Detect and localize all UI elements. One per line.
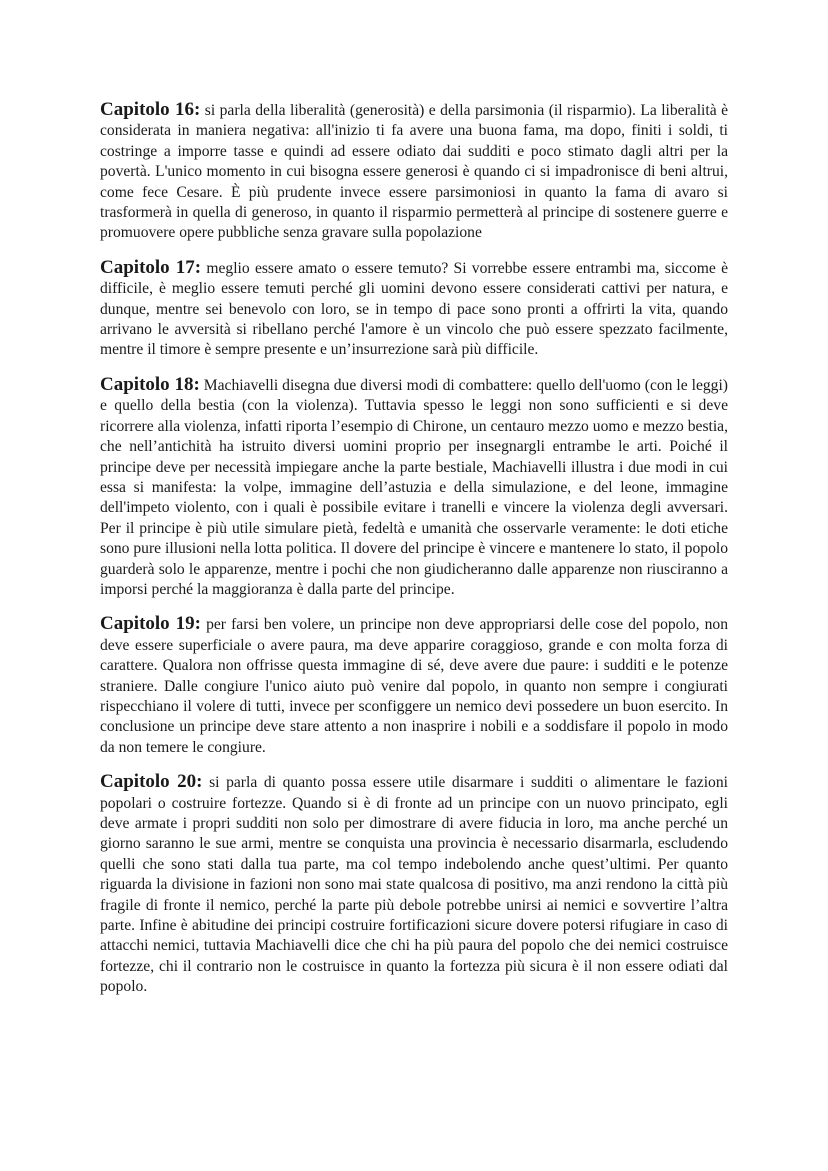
chapter-20-title: Capitolo 20: — [100, 771, 203, 793]
chapter-17-text: meglio essere amato o essere temuto? Si vorrebbe essere entrambi ma, siccome è difficile, è meglio essere temuti perché gli uomini devono essere considerati cattivi per natura, e dunque, mentre sei benevolo con loro, se in tempo di pace sono pronti a offrirti la vita, quando arrivano le avversità si ribellano perché l'amore è un vincolo che può essere spezzato facilmente, mentre il timore è sempre presente e un’insurrezione sarà più difficile. — [100, 259, 728, 359]
document-page — [100, 100, 728, 1012]
chapter-16-text: si parla della liberalità (generosità) e della parsimonia (il risparmio). La liberalità è considerata in maniera negativa: all'inizio ti fa avere una buona fama, ma dopo, finiti i soldi, ti costringe a imporre tasse e quindi ad essere odiato dai sudditi e poco stimato dagli altri per la povertà. L'unico momento in cui bisogna essere generosi è quando ci si impadronisce di beni altrui, come fece Cesare. È più prudente invece essere parsimoniosi in quanto la fama di avaro si trasformerà in quella di generoso, in quanto il risparmio permetterà al principe di sostenere guerre e promuovere opere pubbliche senza gravare sulla popolazione — [100, 102, 729, 242]
chapter-18-title: Capitolo 18: — [100, 373, 200, 395]
chapter-20-text: si parla di quanto possa essere utile disarmare i sudditi o alimentare le fazioni popolari o costruire fortezze. Quando si è di fronte ad un principe con un nuovo principato, egli deve armate i propri sudditi non solo per dimostrare di avere fiducia in loro, ma anche perché un giorno saranno le sue armi, mentre se conquista una provincia è necessario disarmarla, escludendo quelli che sono stati dalla tua parte, ma col tempo indebolendo anche quest’ultimi. Per quanto riguarda la divisione in fazioni non sono mai state qualcosa di positivo, ma anzi rendono la città più fragile di fronte il nemico, perché la parte più debole potrebbe unirsi ai nemici e sovvertire l’altra parte. Infine è abitudine dei principi costruire fortificazioni sicure dovere potersi rifugiare in caso di attacchi nemici, tuttavia Machiavelli dice che chi ha più paura del popolo che dei nemici costruisce fortezze, chi il contrario non le costruisce in quanto la fortezza più sicura è il non essere odiati dal popolo. — [100, 774, 728, 996]
chapter-18-paragraph — [100, 375, 728, 600]
chapter-16-paragraph — [100, 100, 728, 244]
chapter-19-paragraph — [100, 614, 728, 758]
chapter-16-title: Capitolo 16: — [100, 99, 201, 120]
chapter-17-paragraph — [100, 258, 728, 361]
chapter-20-paragraph — [100, 772, 728, 997]
chapter-19-text: per farsi ben volere, un principe non deve appropriarsi delle cose del popolo, non deve essere superficiale o avere paura, ma deve apparire coraggioso, grande e con molta forza di carattere. Qualora non offrisse questa immagine di sé, deve avere due paure: i sudditi e le potenze straniere. Dalle congiure l'unico aiuto può venire dal popolo, in quanto non sempre i congiurati rispecchiano il volere di tutti, invece per sconfiggere un nemico devi possedere un buon esercito. In conclusione un principe deve stare attento a non inasprire i nobili e a soddisfare il popolo in modo da non temere le congiure. — [100, 616, 728, 756]
chapter-18-text: Machiavelli disegna due diversi modi di combattere: quello dell'uomo (con le leggi) e quello della bestia (con la violenza). Tuttavia spesso le leggi non sono sufficienti e si deve ricorrere alla violenza, infatti riporta l’esempio di Chirone, un centauro mezzo uomo e mezzo bestia, che nell’antichità ha istruito diversi uomini proprio per insegnargli entrambe le arti. Poiché il principe deve per necessità impiegare anche la parte bestiale, Machiavelli illustra i due modi in cui essa si manifesta: la volpe, immagine dell’astuzia e della simulazione, e del leone, immagine dell'impeto violento, con i quali è possibile evitare i tranelli e vincere la violenza degli avversari. Per il principe è più utile simulare pietà, fedeltà e umanità che osservarle veramente: le doti etiche sono pure illusioni nella lotta politica. Il dovere del principe è vincere e mantenere lo stato, il popolo guarderà solo le apparenze, mentre i pochi che non giudicheranno dalle apparenze non riusciranno a imporsi perché la maggioranza è dalla parte del principe. — [100, 376, 728, 598]
chapter-17-title: Capitolo 17: — [100, 256, 202, 278]
chapter-19-title: Capitolo 19: — [100, 613, 201, 635]
